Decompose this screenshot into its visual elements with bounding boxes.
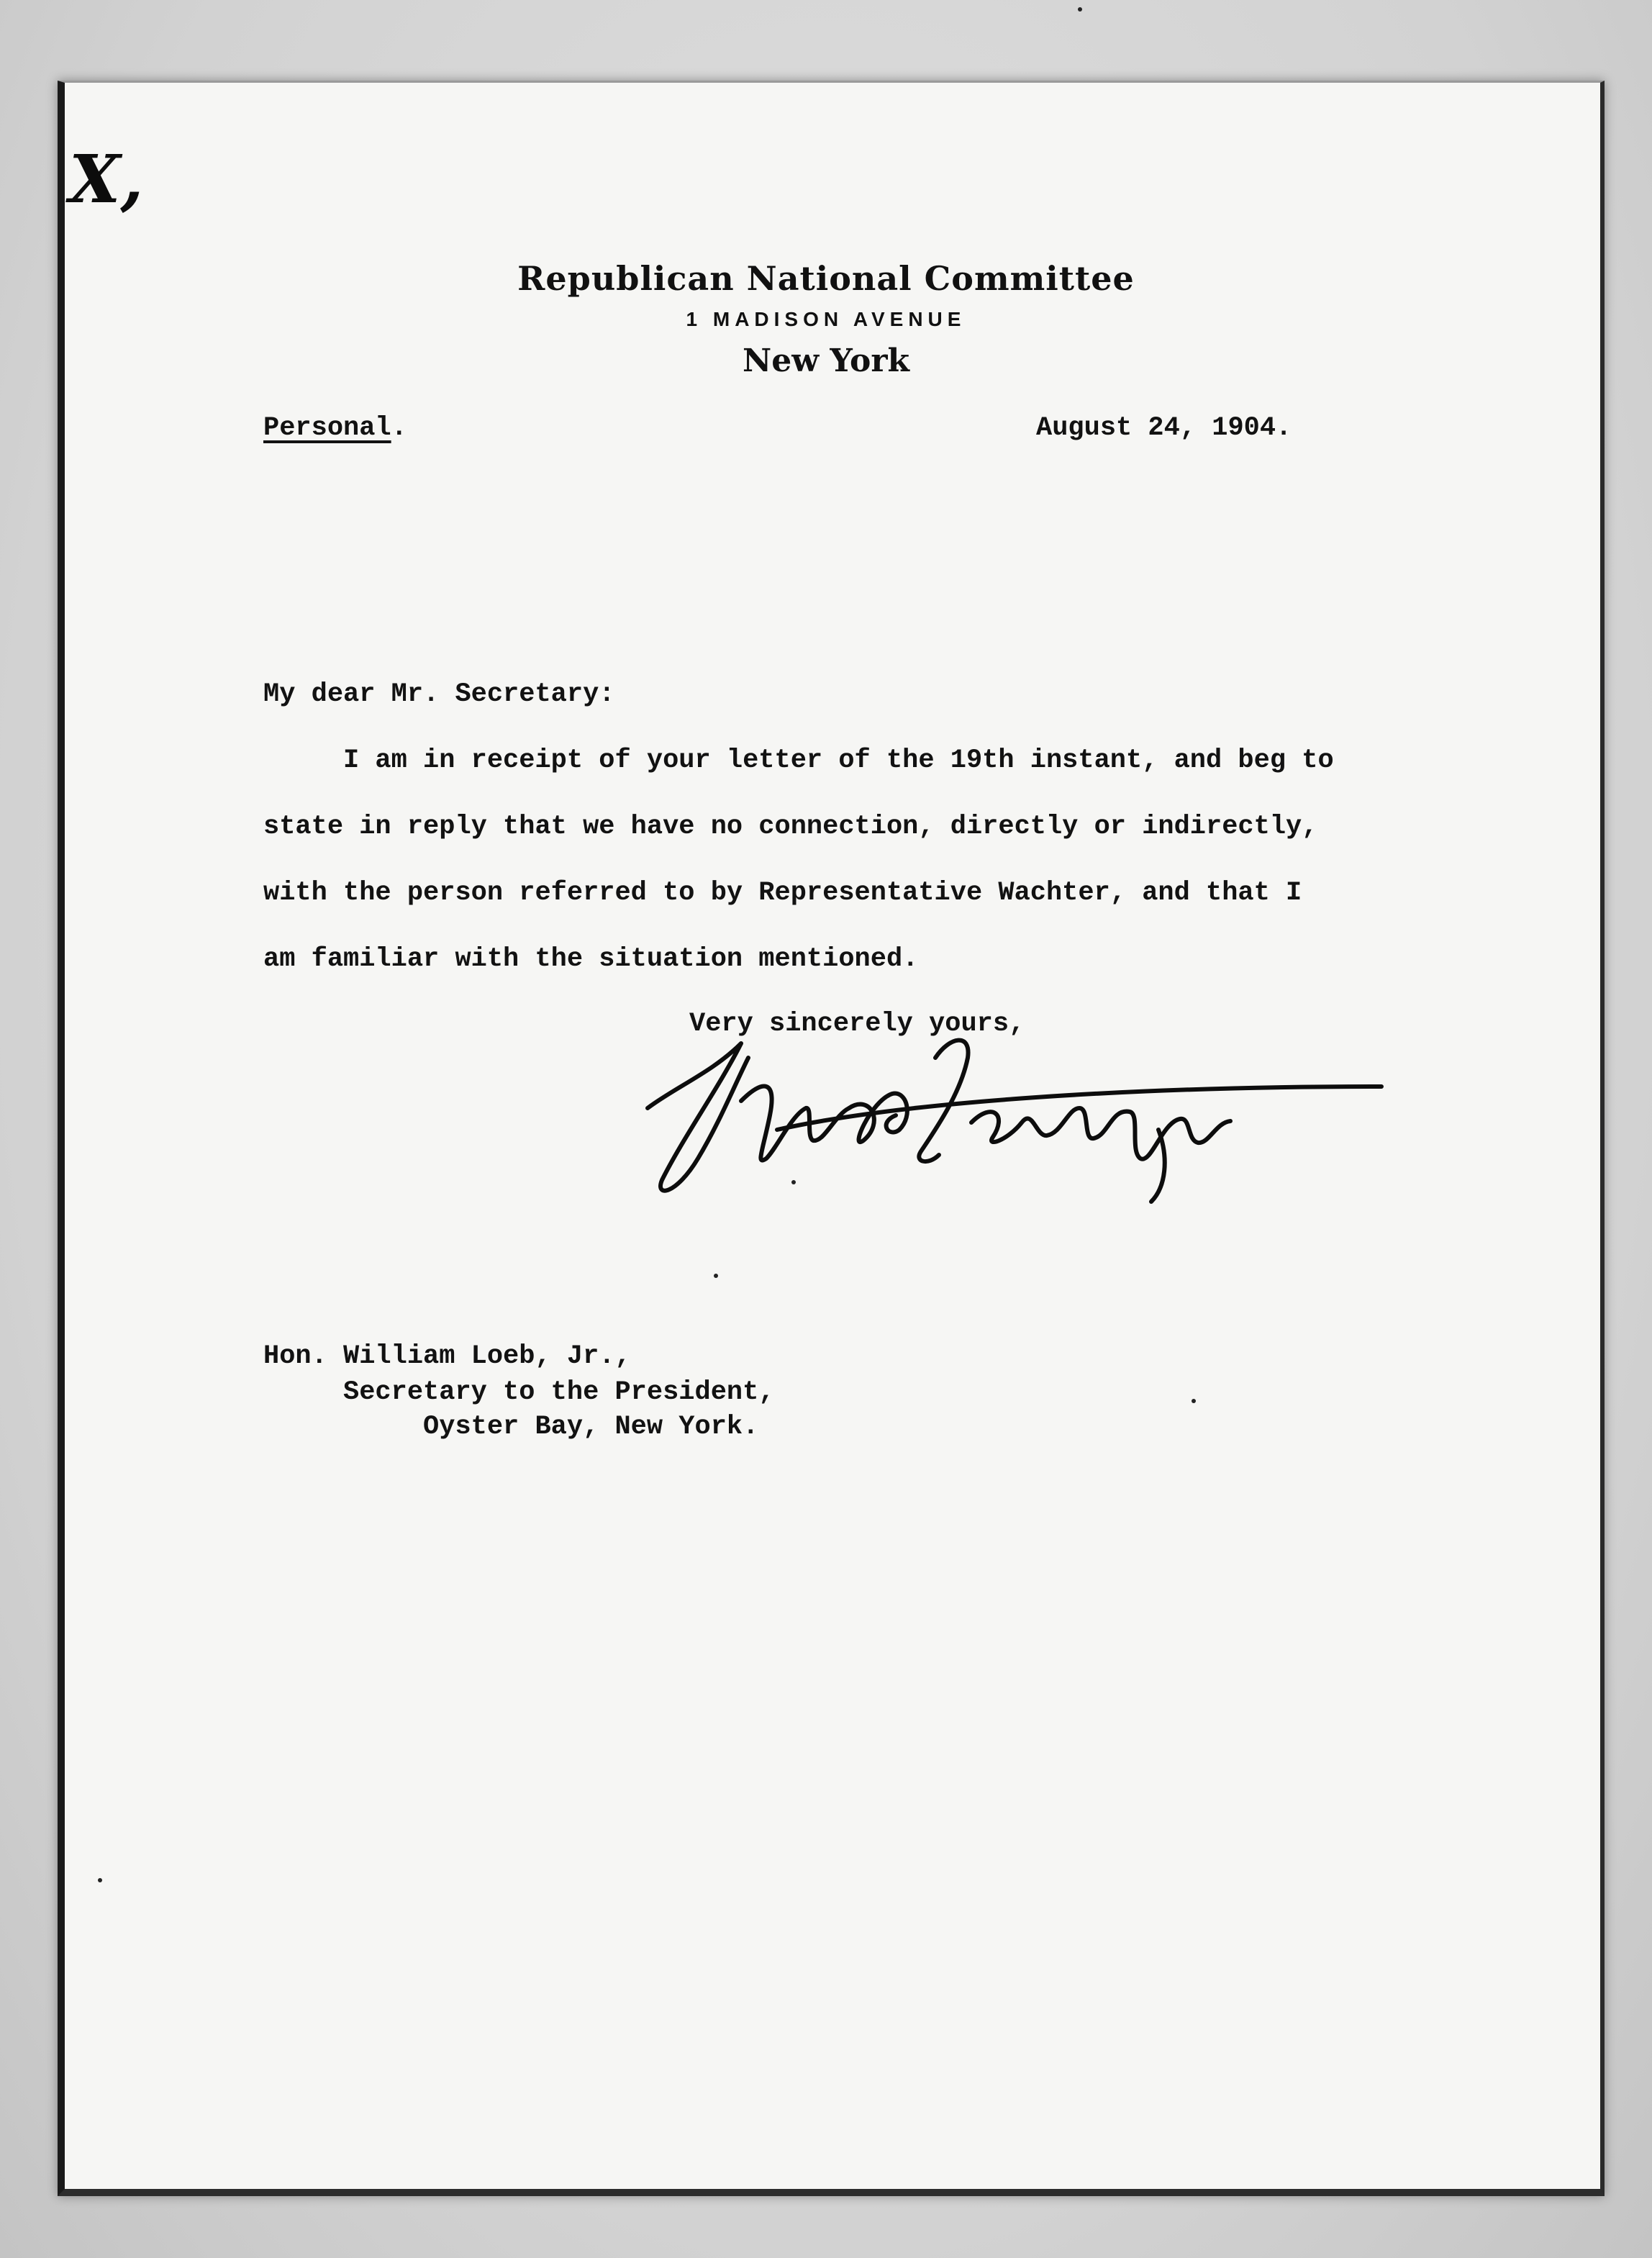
addressee-line-2: Secretary to the President,: [263, 1377, 775, 1407]
handwritten-signature-icon: [633, 1015, 1396, 1209]
marginal-mark: X,: [69, 140, 144, 218]
speck: [1078, 7, 1082, 12]
speck: [714, 1274, 718, 1278]
body-line-1: I am in receipt of your letter of the 19th instant, and beg to: [263, 745, 1334, 776]
letter-date: August 24, 1904.: [1036, 413, 1292, 443]
personal-label: [263, 413, 407, 443]
letterhead-address: 1 MADISON AVENUE: [686, 308, 966, 330]
speck: [1192, 1399, 1196, 1403]
personal-word: Personal: [263, 413, 391, 443]
letterhead-city: New York: [742, 343, 909, 379]
speck: [791, 1180, 796, 1184]
closing: Very sincerely yours,: [689, 1009, 1025, 1039]
personal-punct: .: [391, 413, 407, 443]
addressee-line-3: Oyster Bay, New York.: [263, 1412, 759, 1442]
speck: [98, 1878, 102, 1882]
addressee-line-1: Hon. William Loeb, Jr.,: [263, 1341, 631, 1371]
body-line-3: with the person referred to by Representative Wachter, and that I: [263, 878, 1302, 908]
body-line-2: state in reply that we have no connection, directly or indirectly,: [263, 812, 1318, 842]
salutation: My dear Mr. Secretary:: [263, 679, 615, 709]
body-line-4: am familiar with the situation mentioned.: [263, 944, 919, 974]
letterhead-organization: Republican National Committee: [517, 259, 1135, 298]
